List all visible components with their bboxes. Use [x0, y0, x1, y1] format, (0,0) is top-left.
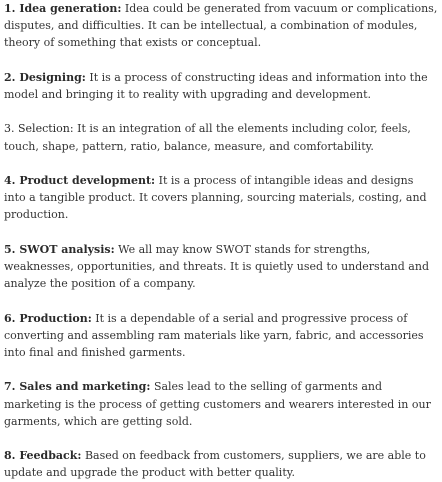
step-number: 2. — [4, 70, 16, 84]
step-idea-generation — [4, 0, 438, 52]
step-title-text: Sales and marketing: — [19, 380, 151, 394]
step-title — [4, 380, 150, 393]
step-title-text: Feedback: — [19, 449, 82, 463]
step-description: We all may know SWOT stands for strengths, weaknesses, opportunities, and threats. It is quietly used to understand and analyze the position of a company. — [4, 242, 429, 291]
step-number: 3. — [4, 122, 15, 136]
article-body — [4, 0, 438, 482]
step-swot-analysis — [4, 241, 438, 293]
step-title — [4, 122, 74, 135]
step-title — [4, 449, 81, 462]
step-sales-and-marketing — [4, 378, 438, 430]
step-number: 4. — [4, 173, 16, 187]
step-designing — [4, 69, 438, 103]
step-title-text: Production: — [19, 311, 92, 325]
step-title-text: Product development: — [19, 173, 156, 187]
step-number: 1. — [4, 2, 16, 15]
step-title — [4, 71, 86, 84]
step-title — [4, 243, 115, 256]
step-production — [4, 310, 438, 362]
step-description: It is a process of intangible ideas and designs into a tangible product. It covers planning, sourcing materials, costing, and production. — [4, 173, 427, 222]
step-title — [4, 2, 121, 15]
step-feedback — [4, 447, 438, 481]
step-description: Sales lead to the selling of garments and marketing is the process of getting customers and wearers interested in our garments, which are getting sold. — [4, 380, 431, 428]
step-title — [4, 174, 155, 187]
step-number: 7. — [4, 380, 16, 394]
step-number: 6. — [4, 311, 16, 325]
step-description: It is a process of constructing ideas and information into the model and bringing it to reality with upgrading and development. — [4, 70, 428, 101]
step-product-development — [4, 172, 438, 224]
step-number: 8. — [4, 449, 16, 463]
step-description: It is an integration of all the elements including color, feels, touch, shape, pattern, ratio, balance, measure, and comfortability. — [4, 122, 411, 153]
step-description: It is a dependable of a serial and progressive process of converting and assembling ram materials like yarn, fabric, and accessories into final and finished garments. — [4, 311, 424, 359]
step-title — [4, 312, 92, 325]
step-number: 5. — [4, 242, 16, 256]
step-title-text: SWOT analysis: — [19, 242, 115, 256]
step-title-text: Idea generation: — [19, 2, 122, 15]
step-title-text: Selection: — [18, 122, 74, 136]
step-description: Based on feedback from customers, suppliers, we are able to update and upgrade the product with better quality. — [4, 449, 426, 480]
step-description: Idea could be generated from vacuum or complications, disputes, and difficulties. It can be intellectual, a combination of modules, theory of something that exists or conceptual. — [4, 2, 438, 50]
step-title-text: Designing: — [19, 70, 86, 84]
step-selection — [4, 120, 438, 154]
